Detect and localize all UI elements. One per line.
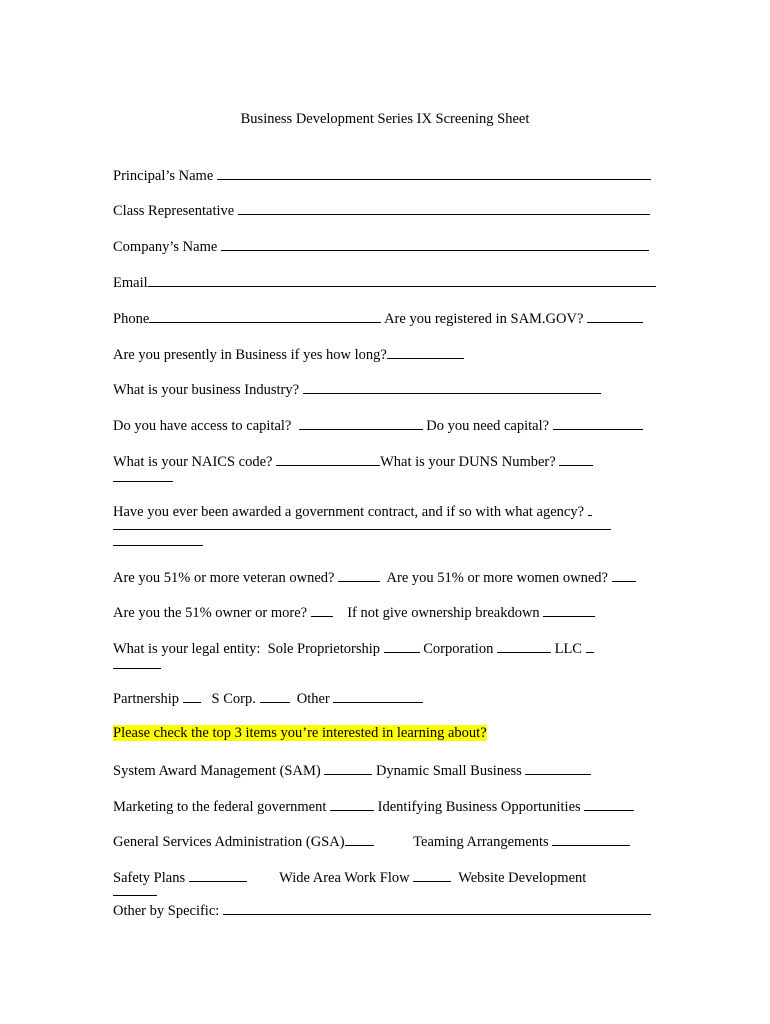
topic-row-4 [113, 868, 586, 887]
owner-row [113, 603, 595, 622]
llc-label: LLC [554, 641, 582, 657]
phone-row [113, 309, 643, 328]
topic-sam-field[interactable] [324, 761, 372, 775]
ownership-breakdown-field[interactable] [543, 603, 595, 617]
class-rep-row [113, 201, 650, 220]
topic-wawf-label: Wide Area Work Flow [279, 870, 410, 886]
corporation-field[interactable] [497, 639, 551, 653]
topic-opportunities-field[interactable] [584, 797, 634, 811]
topic-row-3 [113, 832, 630, 851]
naics-field[interactable] [276, 452, 380, 466]
owner-label: Are you the 51% owner or more? [113, 605, 308, 621]
page-title: Business Development Series IX Screening Sheet [240, 111, 530, 127]
gov-contract-continuation-2 [113, 532, 203, 551]
other-field[interactable] [333, 689, 423, 703]
company-name-label: Company’s Name [113, 239, 218, 255]
naics-row [113, 452, 593, 471]
topic-gsa-label: General Services Administration (GSA) [113, 834, 345, 850]
topic-marketing-label: Marketing to the federal government [113, 799, 327, 815]
sole-prop-label: Sole Proprietorship [267, 641, 381, 657]
industry-row [113, 380, 601, 399]
topic-teaming-field[interactable] [552, 832, 630, 846]
duns-label: What is your DUNS Number? [380, 454, 556, 470]
partnership-row [113, 689, 423, 708]
topic-dsb-label: Dynamic Small Business [375, 763, 522, 779]
gov-contract-field[interactable] [588, 502, 592, 516]
topic-marketing-field[interactable] [330, 797, 374, 811]
highlight-instruction: Please check the top 3 items you’re interested in learning about? [113, 725, 487, 741]
company-name-field[interactable] [221, 237, 649, 251]
s-corp-label: S Corp. [211, 691, 256, 707]
principal-name-row [113, 166, 651, 185]
partnership-label: Partnership [113, 691, 180, 707]
topic-wawf-field[interactable] [413, 868, 451, 882]
topic-website-label: Website Development [458, 870, 587, 886]
email-field[interactable] [148, 273, 656, 287]
topic-row-5 [113, 901, 651, 920]
industry-field[interactable] [303, 380, 601, 394]
capital-row [113, 416, 643, 435]
topic-other-label: Other by Specific: [113, 903, 220, 919]
website-continuation [113, 882, 157, 901]
topic-opportunities-label: Identifying Business Opportunities [377, 799, 581, 815]
veteran-label: Are you 51% or more veteran owned? [113, 570, 335, 586]
topic-gsa-field[interactable] [345, 832, 374, 846]
corporation-label: Corporation [423, 641, 494, 657]
company-name-row [113, 237, 649, 256]
other-label: Other [296, 691, 330, 707]
sam-registered-field[interactable] [587, 309, 643, 323]
ownership-row [113, 568, 636, 587]
highlight-row [113, 725, 487, 742]
email-row [113, 273, 656, 292]
in-business-label: Are you presently in Business if yes how long? [113, 347, 387, 363]
legal-entity-row [113, 639, 594, 658]
topic-other-field[interactable] [223, 901, 651, 915]
email-label: Email [113, 275, 148, 291]
s-corp-field[interactable] [260, 689, 290, 703]
principal-name-label: Principal’s Name [113, 168, 214, 184]
legal-entity-label: What is your legal entity: [113, 641, 261, 657]
owner-field[interactable] [311, 603, 333, 617]
llc-continuation [113, 655, 161, 674]
duns-continuation [113, 468, 173, 487]
phone-label: Phone [113, 311, 150, 327]
women-label: Are you 51% or more women owned? [386, 570, 608, 586]
capital-need-label: Do you need capital? [426, 418, 550, 434]
topic-teaming-label: Teaming Arrangements [413, 834, 549, 850]
capital-access-label: Do you have access to capital? [113, 418, 292, 434]
gov-contract-label: Have you ever been awarded a government contract, and if so with what agency? [113, 504, 585, 520]
industry-label: What is your business Industry? [113, 382, 300, 398]
llc-field[interactable] [586, 639, 594, 653]
topic-row-1 [113, 761, 591, 780]
veteran-field[interactable] [338, 568, 380, 582]
duns-field-continued[interactable] [113, 468, 173, 482]
class-rep-field[interactable] [238, 201, 650, 215]
ownership-breakdown-label: If not give ownership breakdown [347, 605, 540, 621]
partnership-field[interactable] [183, 689, 201, 703]
duns-field[interactable] [559, 452, 593, 466]
topic-safety-field[interactable] [189, 868, 247, 882]
in-business-field[interactable] [387, 345, 464, 359]
topic-sam-label: System Award Management (SAM) [113, 763, 321, 779]
in-business-row [113, 345, 464, 364]
principal-name-field[interactable] [217, 166, 651, 180]
class-rep-label: Class Representative [113, 203, 235, 219]
sole-prop-field[interactable] [384, 639, 420, 653]
capital-need-field[interactable] [553, 416, 643, 430]
topic-safety-label: Safety Plans [113, 870, 186, 886]
phone-field[interactable] [149, 309, 381, 323]
llc-field-continued[interactable] [113, 655, 161, 669]
capital-access-field[interactable] [299, 416, 423, 430]
topic-website-field[interactable] [113, 882, 157, 896]
women-field[interactable] [612, 568, 636, 582]
topic-row-2 [113, 797, 634, 816]
gov-contract-field-line2[interactable] [113, 516, 611, 530]
topic-dsb-field[interactable] [525, 761, 591, 775]
gov-contract-field-line3[interactable] [113, 532, 203, 546]
sam-registered-label: Are you registered in SAM.GOV? [384, 311, 584, 327]
naics-label: What is your NAICS code? [113, 454, 273, 470]
